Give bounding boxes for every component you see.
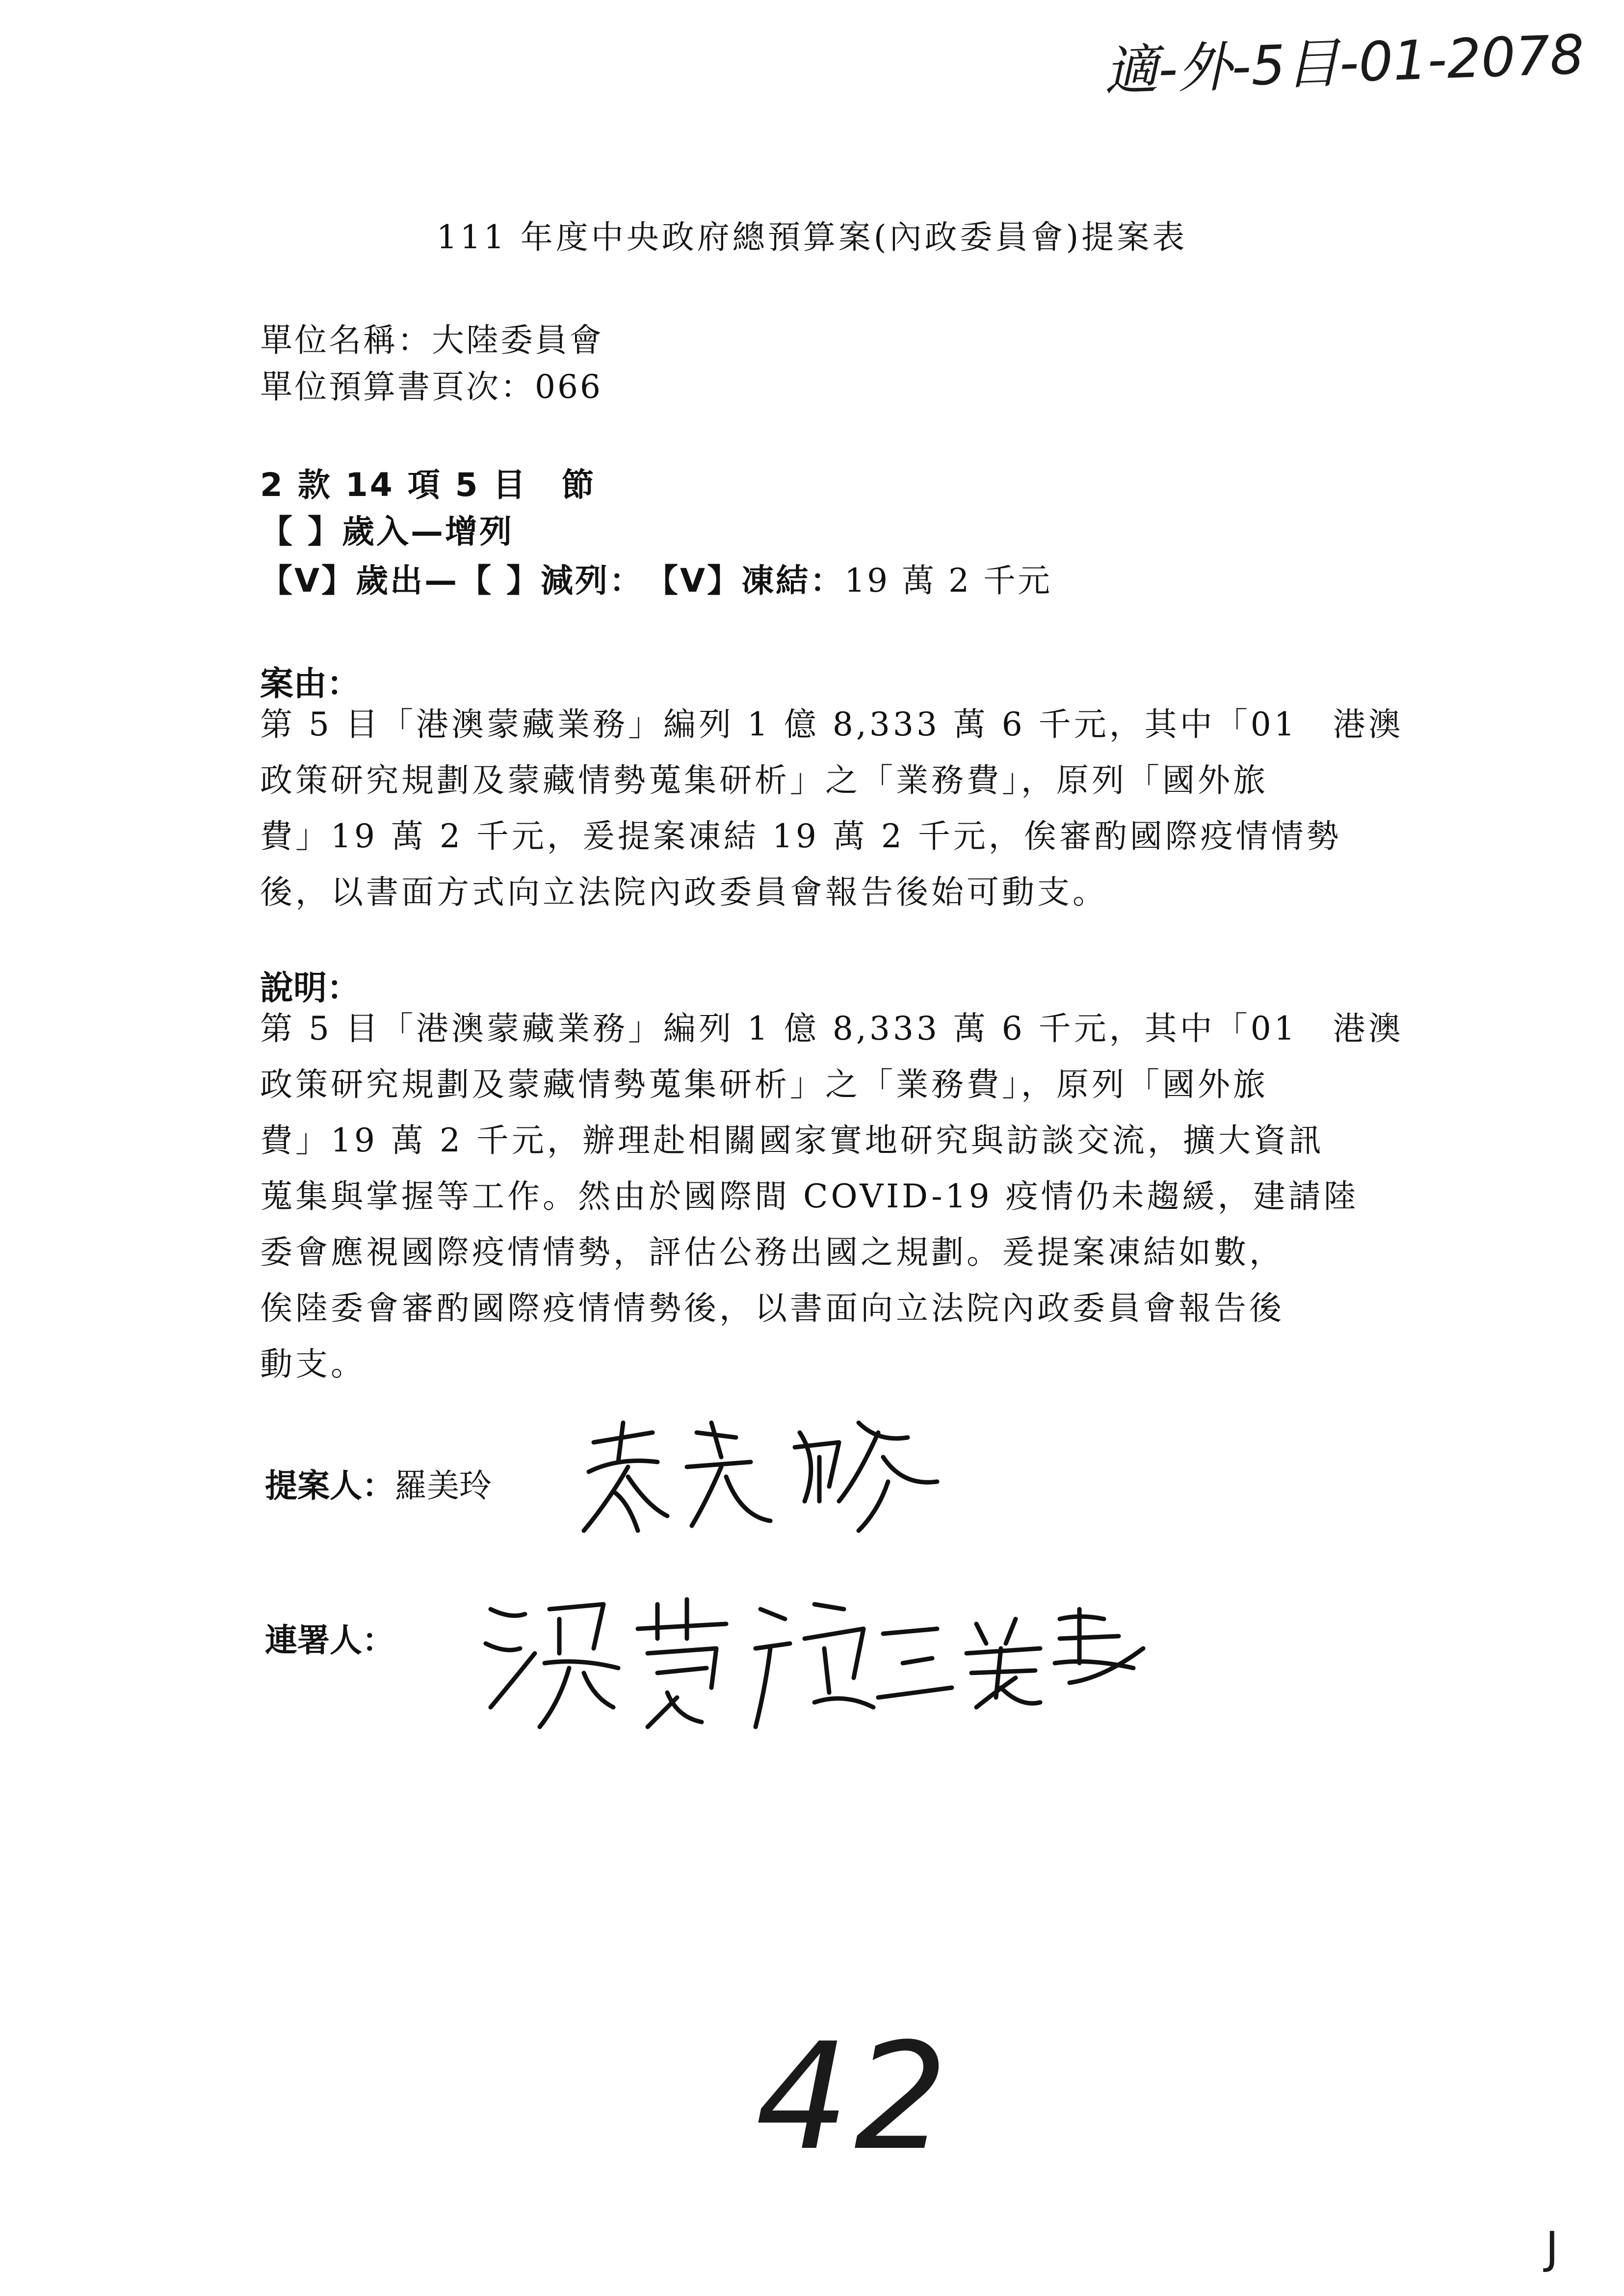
explanation-line: 第 5 目「港澳蒙藏業務」編列 1 億 8,333 萬 6 千元，其中「01 港澳 — [260, 1010, 1404, 1047]
reason-line: 第 5 目「港澳蒙藏業務」編列 1 億 8,333 萬 6 千元，其中「01 港澳 — [260, 705, 1404, 743]
explanation-heading: 說明： — [260, 969, 361, 1008]
explanation-line: 政策研究規劃及蒙藏情勢蒐集研析」之「業務費」，原列「國外旅 — [260, 1066, 1268, 1103]
proposer-signature — [564, 1403, 957, 1560]
cosigner-signature-2 — [873, 1590, 1148, 1717]
reason-line: 後，以書面方式向立法院內政委員會報告後始可動支。 — [260, 873, 1108, 911]
reason-body — [260, 697, 1403, 920]
proposer-line — [265, 1460, 492, 1506]
cosigner-label: 連署人： — [265, 1621, 394, 1659]
unit-budget-page: 單位預算書頁次：066 — [260, 368, 602, 406]
unit-name: 單位名稱：大陸委員會 — [260, 321, 603, 359]
item-code: 2 款 14 項 5 目 節 — [260, 466, 596, 504]
document-title: 111 年度中央政府總預算案(內政委員會)提案表 — [436, 218, 1188, 256]
revenue-option: 【 】歲入—增列 — [260, 513, 514, 550]
expense-option — [260, 554, 1052, 601]
explanation-line: 費」19 萬 2 千元，辦理赴相關國家實地研究與訪談交流，擴大資訊 — [260, 1122, 1324, 1159]
handwritten-header-stamp: 適-外-5目-01-2078 — [1103, 23, 1585, 103]
reason-line: 政策研究規劃及蒙藏情勢蒐集研析」之「業務費」，原列「國外旅 — [260, 761, 1268, 799]
explanation-body — [260, 1001, 1403, 1392]
explanation-line: 俟陸委會審酌國際疫情情勢後，以書面向立法院內政委員會報告後 — [260, 1289, 1284, 1327]
freeze-amount: 19 萬 2 千元 — [844, 562, 1052, 600]
explanation-line: 動支。 — [260, 1345, 366, 1383]
reason-heading: 案由： — [260, 665, 361, 704]
explanation-line: 委會應視國際疫情情勢，評估公務出國之規劃。爰提案凍結如數， — [260, 1233, 1284, 1271]
proposer-label: 提案人： — [265, 1467, 394, 1505]
expense-option-label: 【V】歲出—【 】減列： 【V】凍結： — [260, 562, 845, 600]
page-number: 42 — [756, 2011, 953, 2183]
corner-mark: J — [1545, 2222, 1559, 2274]
explanation-line: 蒐集與掌握等工作。然由於國際間 COVID-19 疫情仍未趨緩，建請陸 — [260, 1177, 1359, 1215]
proposer-name: 羅美玲 — [394, 1467, 492, 1505]
reason-line: 費」19 萬 2 千元，爰提案凍結 19 萬 2 千元，俟審酌國際疫情情勢 — [260, 817, 1342, 855]
